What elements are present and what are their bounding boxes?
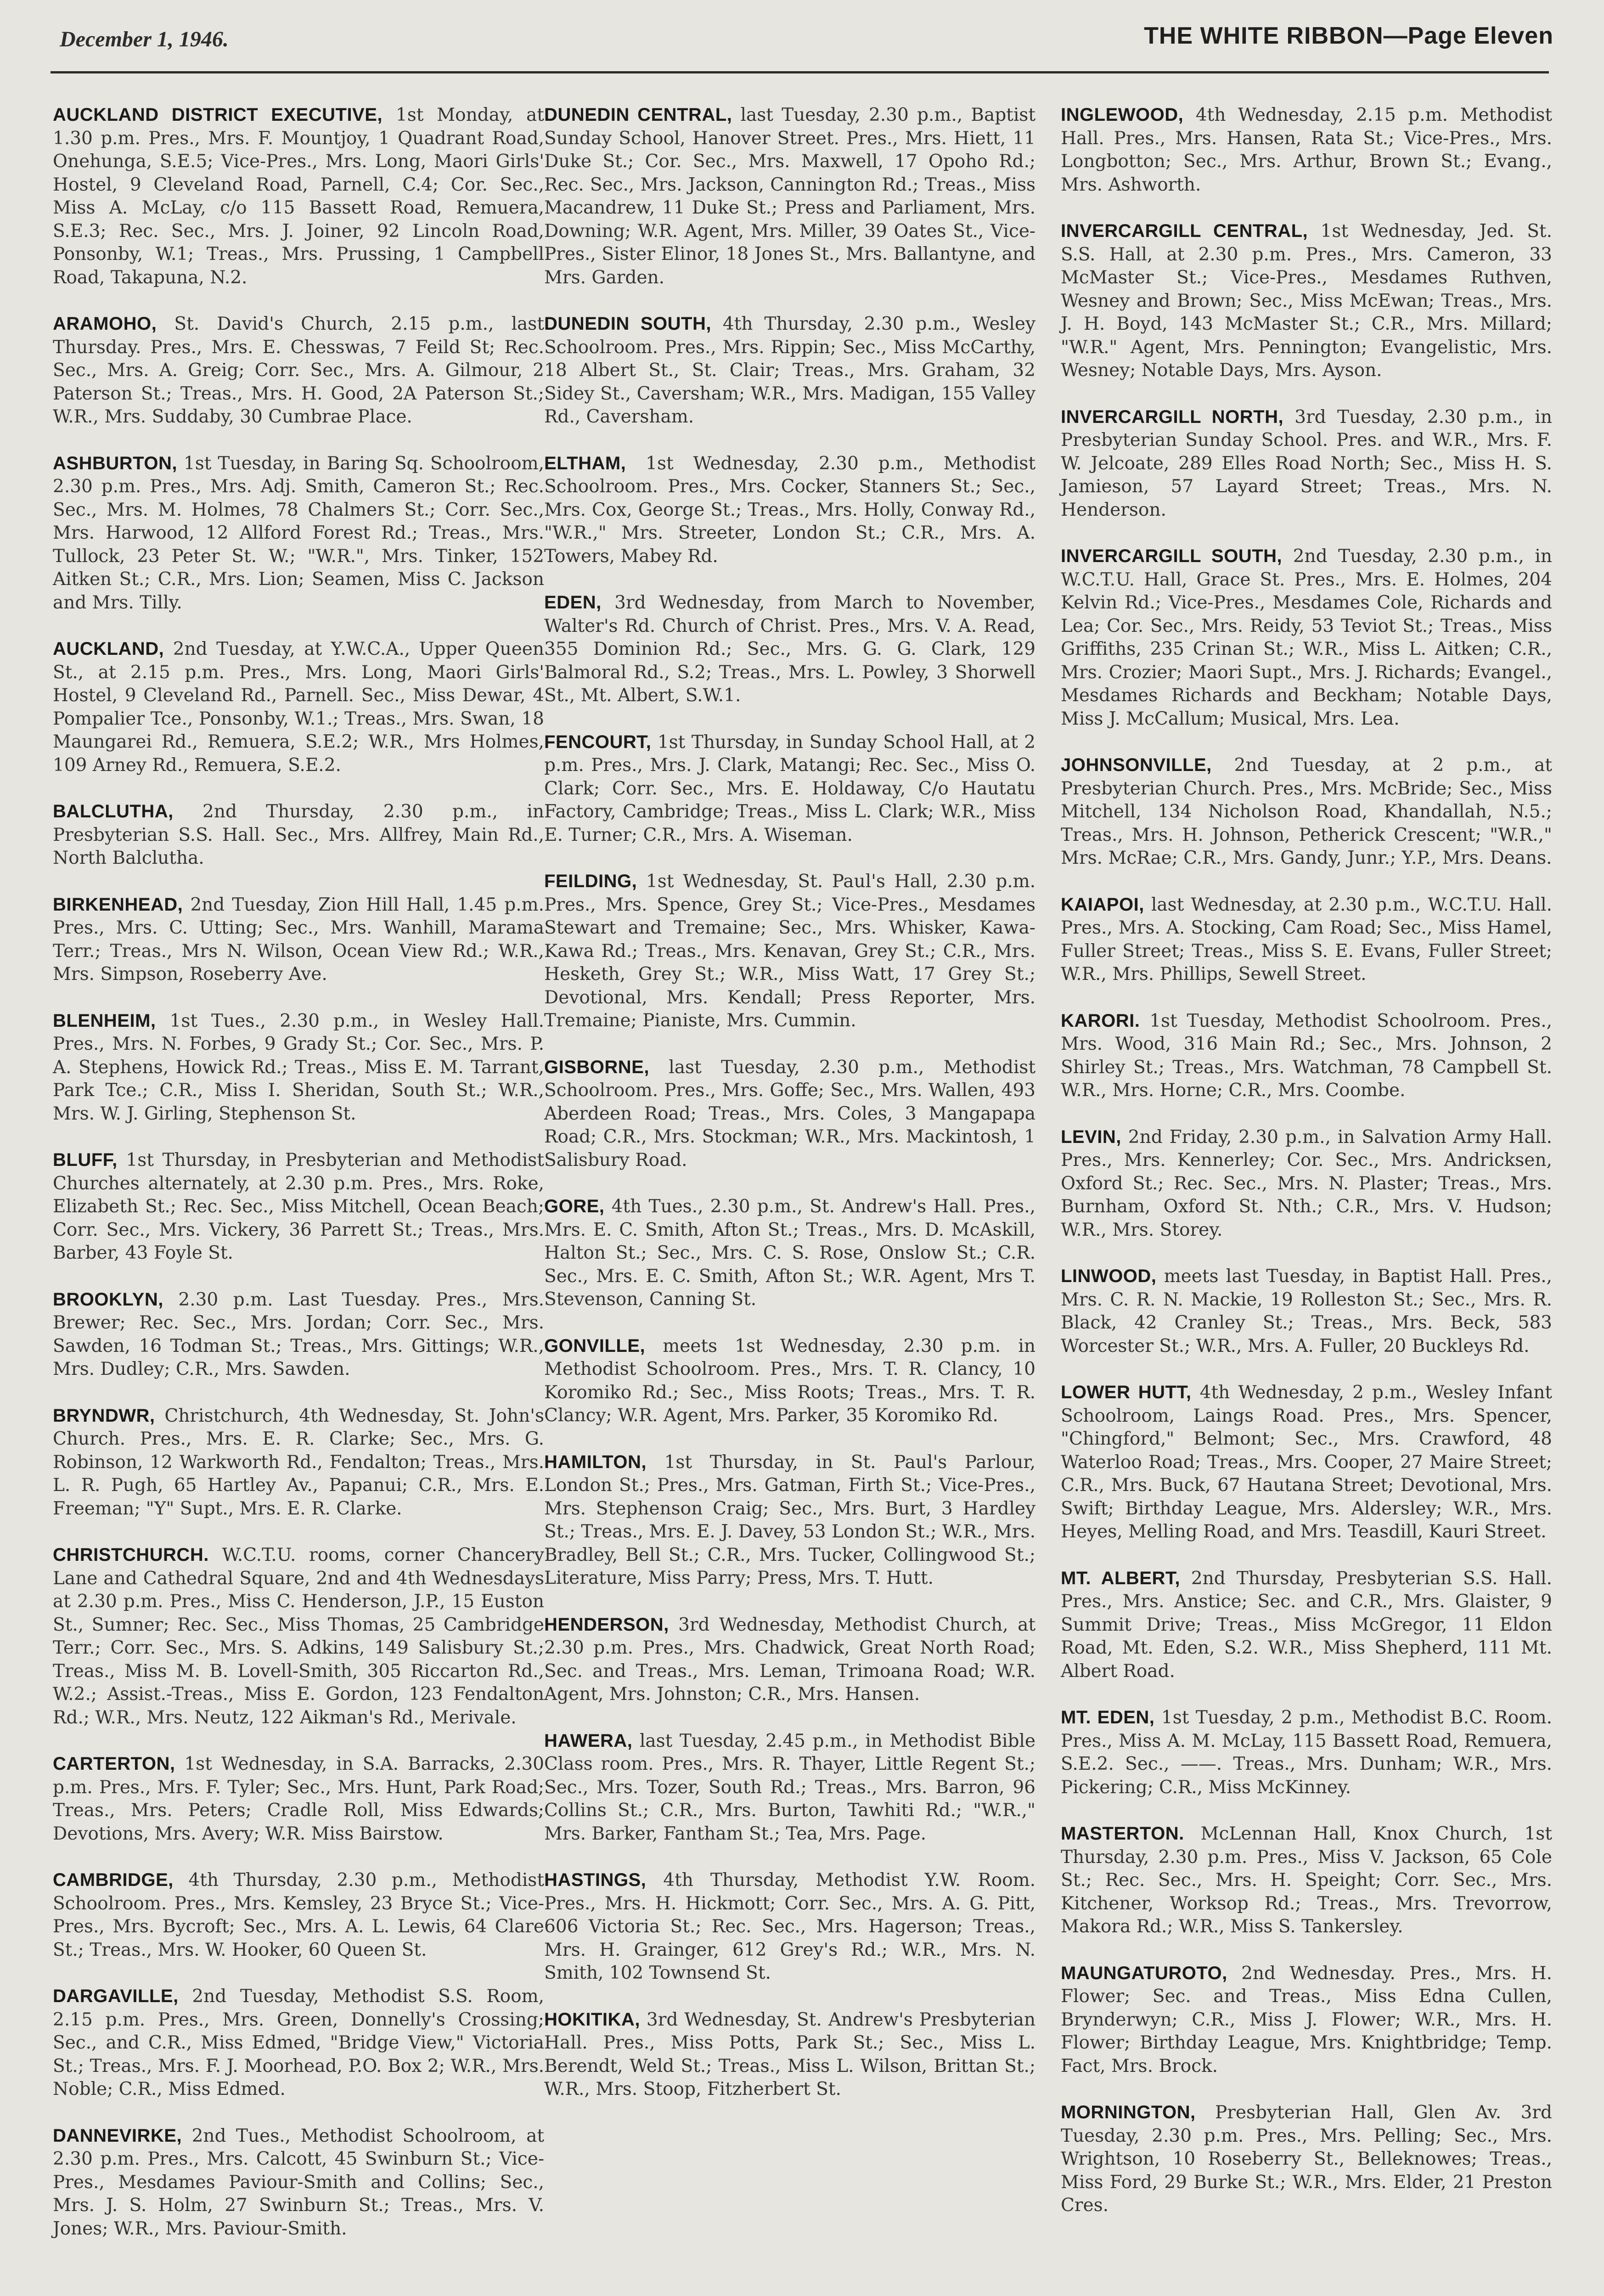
branch-entry: [53, 2124, 544, 2241]
branch-entry: [53, 893, 544, 986]
branch-details: 2nd Friday, 2.30 p.m., in Salvation Army Hall. Pres., Mrs. Kennerley; Cor. Sec., Mrs. Andricksen, Oxford St.; Rec. Sec., Mrs. N. Plaster; Treas., Mrs. Burnham, Oxford St. Nth.; C.R., Mrs. V. Hudson; W.R., Mrs. Storey.: [1061, 1126, 1552, 1240]
branch-entry: [53, 1148, 544, 1265]
branch-entry: [544, 1451, 1036, 1590]
branch-details: 4th Thursday, Methodist Y.W. Room. Pres., Mrs. H. Hickmott; Corr. Sec., Mrs. A. G. Pitt, 606 Victoria St.; Rec. Sec., Mrs. Hagerson; Treas., Mrs. H. Grainger, 612 Grey's Rd.; W.R., Mrs. N. Smith, 102 Townsend St.: [544, 1870, 1036, 1983]
branch-name: HASTINGS,: [544, 1870, 647, 1890]
branch-entry: [544, 1334, 1036, 1428]
branch-entry: [544, 1056, 1036, 1172]
branch-name: INVERCARGILL SOUTH,: [1061, 546, 1283, 566]
branch-name: BALCLUTHA,: [53, 801, 174, 822]
branch-details: 3rd Tuesday, 2.30 p.m., in Presbyterian Sunday School. Pres. and W.R., Mrs. F. W. Jelcoate, 289 Elles Road North; Sec., Miss H. S. Jamieson, 57 Layard Street; Treas., Mrs. N. Henderson.: [1061, 406, 1552, 520]
branch-entry: [53, 637, 544, 777]
branch-details: 3rd Wednesday, from March to November, Walter's Rd. Church of Christ. Pres., Mrs. V. A. Read, 355 Dominion Rd.; Sec., Mrs. G. G. Clark, 129 Balmoral Rd., S.2; Treas., Mrs. L. Powley, 3 Shorwell St., Mt. Albert, S.W.1.: [544, 592, 1036, 706]
branch-name: GISBORNE,: [544, 1057, 649, 1077]
branch-details: 1st Thursday, in Presbyterian and Methodist Churches alternately, at 2.30 p.m. Pres., Mrs. Roke, Elizabeth St.; Rec. Sec., Miss Mitchell, Ocean Beach; Corr. Sec., Mrs. Vickery, 36 Parrett St.; Treas., Mrs. Barber, 43 Foyle St.: [53, 1150, 544, 1263]
branch-name: LEVIN,: [1061, 1126, 1121, 1147]
branch-details: 2nd Tuesday, at Y.W.C.A., Upper Queen St., at 2.15 p.m. Pres., Mrs. Long, Maori Girls' Hostel, 9 Cleveland Rd., Parnell. Sec., Miss Dewar, 4 Pompalier Tce., Ponsonby, W.1.; Treas., Mrs. Swan, 18 Maungarei Rd., Remuera, S.E.2; W.R., Mrs Holmes, 109 Arney Rd., Remuera, S.E.2.: [53, 639, 544, 776]
branch-details: 2.30 p.m. Last Tuesday. Pres., Mrs. Brewer; Rec. Sec., Mrs. Jordan; Corr. Sec., Mrs. Sawden, 16 Todman St.; Treas., Mrs. Gittings; W.R., Mrs. Dudley; C.R., Mrs. Sawden.: [53, 1289, 544, 1379]
branch-entry: [544, 452, 1036, 568]
branch-name: JOHNSONVILLE,: [1061, 755, 1212, 775]
branch-name: BIRKENHEAD,: [53, 894, 183, 915]
branch-entry: [1061, 545, 1552, 731]
branch-entry: [53, 452, 544, 615]
branch-entry: [544, 1729, 1036, 1846]
branch-entry: [53, 1543, 544, 1729]
branch-entry: [544, 870, 1036, 1033]
branch-details: 2nd Wednesday. Pres., Mrs. H. Flower; Sec. and Treas., Miss Edna Cullen, Brynderwyn; C.R., Miss J. Flower; W.R., Mrs. H. Flower; Birthday League, Mrs. Knightbridge; Temp. Fact, Mrs. Brock.: [1061, 1963, 1552, 2077]
branch-name: INVERCARGILL CENTRAL,: [1061, 221, 1308, 241]
branch-details: 3rd Wednesday, Methodist Church, at 2.30 p.m. Pres., Mrs. Chadwick, Great North Road; Sec. and Treas., Mrs. Leman, Trimoana Road; W.R. Agent, Mrs. Johnston; C.R., Mrs. Hansen.: [544, 1614, 1036, 1705]
branch-details: meets last Tuesday, in Baptist Hall. Pres., Mrs. C. R. N. Mackie, 19 Rolleston St.; Sec., Mrs. R. Black, 42 Cranley St.; Treas., Mrs. Beck, 583 Worcester St.; W.R., Mrs. A. Fuller, 20 Buckleys Rd.: [1061, 1266, 1552, 1356]
branch-details: St. David's Church, 2.15 p.m., last Thursday. Pres., Mrs. E. Chesswas, 7 Feild St; Rec. Sec., Mrs. A. Greig; Corr. Sec., Mrs. A. Gilmour, 2 Paterson St.; Treas., Mrs. H. Good, 2A Paterson St.; W.R., Mrs. Suddaby, 30 Cumbrae Place.: [53, 314, 544, 427]
branch-entry: [53, 1009, 544, 1126]
branch-entry: [1061, 1706, 1552, 1799]
page-title: THE WHITE RIBBON—Page Eleven: [1144, 23, 1553, 49]
branch-name: LINWOOD,: [1061, 1266, 1157, 1286]
branch-entry: [1061, 1962, 1552, 2078]
branch-details: Christchurch, 4th Wednesday, St. John's Church. Pres., Mrs. E. R. Clarke; Sec., Mrs. G. Robinson, 12 Warkworth Rd., Fendalton; Treas., Mrs. L. R. Pugh, 65 Hartley Av., Papanui; C.R., Mrs. E. Freeman; "Y" Supt., Mrs. E. R. Clarke.: [53, 1405, 544, 1519]
branch-name: LOWER HUTT,: [1061, 1382, 1192, 1402]
branch-name: INGLEWOOD,: [1061, 105, 1184, 125]
branch-details: last Tuesday, 2.45 p.m., in Methodist Bible Class room. Pres., Mrs. R. Thayer, Little Regent St.; Sec., Mrs. Tozer, South Rd.; Treas., Mrs. Barron, 96 Collins St.; C.R., Mrs. Burton, Tawhiti Rd.; "W.R.," Mrs. Barker, Fantham St.; Tea, Mrs. Page.: [544, 1730, 1036, 1844]
branch-name: BLENHEIM,: [53, 1010, 156, 1031]
branch-name: HENDERSON,: [544, 1614, 669, 1635]
branch-entry: [544, 1613, 1036, 1706]
branch-details: meets 1st Wednesday, 2.30 p.m. in Methodist Schoolroom. Pres., Mrs. T. R. Clancy, 10 Koromiko Rd.; Sec., Miss Roots; Treas., Mrs. T. R. Clancy; W.R. Agent, Mrs. Parker, 35 Koromiko Rd.: [544, 1335, 1036, 1426]
branch-details: 1st Wednesday, Jed. St. S.S. Hall, at 2.30 p.m. Pres., Mrs. Cameron, 33 McMaster St.; Vice-Pres., Mesdames Ruthven, Wesney and Brown; Sec., Miss McEwan; Treas., Mrs. J. H. Boyd, 143 McMaster St.; C.R., Mrs. Millard; "W.R." Agent, Mrs. Pennington; Evangelistic, Mrs. Wesney; Notable Days, Mrs. Ayson.: [1061, 221, 1552, 381]
branch-details: 1st Wednesday, in S.A. Barracks, 2.30 p.m. Pres., Mrs. F. Tyler; Sec., Mrs. Hunt, Park Road; Treas., Mrs. Peters; Cradle Roll, Miss Edwards; Devotions, Mrs. Avery; W.R. Miss Bairstow.: [53, 1754, 544, 1844]
branch-details: 2nd Tuesday, Methodist S.S. Room, 2.15 p.m. Pres., Mrs. Green, Donnelly's Crossing; Sec., and C.R., Miss Edmed, "Bridge View," Victoria St.; Treas., Mrs. F. J. Moorhead, P.O. Box 2; W.R., Mrs. Noble; C.R., Miss Edmed.: [53, 1986, 544, 2099]
branch-name: CHRISTCHURCH.: [53, 1545, 209, 1565]
branch-entry: [1061, 1567, 1552, 1683]
branch-entry: [1061, 103, 1552, 197]
branch-name: MT. ALBERT,: [1061, 1568, 1180, 1588]
branch-details: McLennan Hall, Knox Church, 1st Thursday, 2.30 p.m. Pres., Miss V. Jackson, 65 Cole St.; Rec. Sec., Mrs. H. Speight; Corr. Sec., Mrs. Kitchener, Worksop Rd.; Treas., Mrs. Trevorrow, Makora Rd.; W.R., Miss S. Tankersley.: [1061, 1823, 1552, 1937]
branch-details: 2nd Tuesday, at 2 p.m., at Presbyterian Church. Pres., Mrs. McBride; Sec., Miss Mitchell, 134 Nicholson Road, Khandallah, N.5.; Treas., Mrs. H. Johnson, Petherick Crescent; "W.R.," Mrs. McRae; C.R., Mrs. Gandy, Junr.; Y.P., Mrs. Deans.: [1061, 755, 1552, 868]
branch-details: 1st Thursday, in Sunday School Hall, at 2 p.m. Pres., Mrs. J. Clark, Matangi; Rec. Sec., Miss O. Clark; Corr. Sec., Mrs. E. Holdaway, C/o Hautatu Factory, Cambridge; Treas., Miss L. Clark; W.R., Miss E. Turner; C.R., Mrs. A. Wiseman.: [544, 732, 1036, 845]
branch-entry: [544, 731, 1036, 847]
branch-details: 2nd Tuesday, Zion Hill Hall, 1.45 p.m. Pres., Mrs. C. Utting; Sec., Mrs. Wanhill, Marama Terr.; Treas., Mrs N. Wilson, Ocean View Rd.; W.R., Mrs. Simpson, Roseberry Ave.: [53, 894, 544, 985]
column-1: [53, 103, 544, 2263]
branch-entry: [1061, 893, 1552, 986]
branch-entry: [53, 312, 544, 429]
branch-entry: [53, 1288, 544, 1381]
column-2: [544, 103, 1036, 2124]
branch-name: EDEN,: [544, 592, 602, 613]
branch-details: W.C.T.U. rooms, corner Chancery Lane and Cathedral Square, 2nd and 4th Wednesdays at 2.30 p.m. Pres., Miss C. Henderson, J.P., 15 Euston St., Sumner; Rec. Sec., Miss Thomas, 25 Cambridge Terr.; Corr. Sec., Mrs. S. Adkins, 149 Salisbury St.; Treas., Miss M. B. Lovell-Smith, 305 Riccarton Rd., W.2.; Assist.-Treas., Miss E. Gordon, 123 Fendalton Rd.; W.R., Mrs. Neutz, 122 Aikman's Rd., Merivale.: [53, 1545, 544, 1728]
branch-name: MORNINGTON,: [1061, 2102, 1196, 2122]
branch-name: DUNEDIN CENTRAL,: [544, 105, 732, 125]
branch-details: Presbyterian Hall, Glen Av. 3rd Tuesday, 2.30 p.m. Pres., Mrs. Pelling; Sec., Mrs. Wrightson, 10 Roseberry St., Belleknowes; Treas., Miss Ford, 29 Burke St.; W.R., Mrs. Elder, 21 Preston Cres.: [1061, 2102, 1552, 2216]
column-3: [1061, 103, 1552, 2240]
branch-entry: [1061, 1009, 1552, 1103]
branch-details: last Wednesday, at 2.30 p.m., W.C.T.U. Hall. Pres., Mrs. A. Stocking, Cam Road; Sec., Miss Hamel, Fuller Street; Treas., Miss S. E. Evans, Fuller Street; W.R., Mrs. Phillips, Sewell Street.: [1061, 894, 1552, 985]
branch-entry: [1061, 405, 1552, 522]
branch-entry: [544, 1195, 1036, 1311]
branch-name: INVERCARGILL NORTH,: [1061, 406, 1284, 427]
branch-name: FEILDING,: [544, 871, 637, 891]
branch-details: 1st Tuesday, 2 p.m., Methodist B.C. Room. Pres., Miss A. M. McLay, 115 Bassett Road, Remuera, S.E.2. Sec., ——. Treas., Mrs. Dunham; W.R., Mrs. Pickering; C.R., Miss McKinney.: [1061, 1707, 1552, 1798]
branch-name: BLUFF,: [53, 1150, 118, 1170]
branch-details: last Tuesday, 2.30 p.m., Baptist Sunday School, Hanover Street. Pres., Mrs. Hiett, 11 Duke St.; Cor. Sec., Mrs. Maxwell, 17 Opoho Rd.; Rec. Sec., Mrs. Jackson, Cannington Rd.; Treas., Miss Macandrew, 11 Duke St.; Press and Parliament, Mrs. Downing; W.R. Agent, Mrs. Miller, 39 Oates St., Vice-Pres., Sister Elinor, 18 Jones St., Mrs. Ballantyne, and Mrs. Garden.: [544, 105, 1036, 288]
branch-name: AUCKLAND,: [53, 639, 164, 659]
branch-name: HAMILTON,: [544, 1452, 647, 1472]
branch-entry: [1061, 1125, 1552, 1242]
branch-name: HAWERA,: [544, 1730, 633, 1751]
branch-entry: [1061, 2101, 1552, 2217]
branch-details: 4th Thursday, 2.30 p.m., Wesley Schoolroom. Pres., Mrs. Rippin; Sec., Miss McCarthy, 18 Albert St., St. Clair; Treas., Mrs. Graham, 32 Sidey St., Caversham; W.R., Mrs. Madigan, 155 Valley Rd., Caversham.: [544, 314, 1036, 427]
branch-name: ELTHAM,: [544, 453, 626, 473]
branch-entry: [53, 1985, 544, 2101]
branch-name: DARGAVILLE,: [53, 1986, 179, 2006]
branch-name: CAMBRIDGE,: [53, 1870, 174, 1890]
branch-name: HOKITIKA,: [544, 2009, 640, 2030]
branch-entry: [53, 1752, 544, 1846]
branch-details: 1st Wednesday, 2.30 p.m., Methodist Schoolroom. Pres., Mrs. Cocker, Stanners St.; Sec., Mrs. Cox, George St.; Treas., Mrs. Holly, Conway Rd., "W.R.," Mrs. Streeter, London St.; C.R., Mrs. A. Towers, Mabey Rd.: [544, 453, 1036, 567]
branch-entry: [544, 103, 1036, 289]
branch-entry: [1061, 1381, 1552, 1544]
header-rule: [51, 71, 1549, 73]
branch-details: 1st Tues., 2.30 p.m., in Wesley Hall. Pres., Mrs. N. Forbes, 9 Grady St.; Cor. Sec., Mrs. P. A. Stephens, Howick Rd.; Treas., Miss E. M. Tarrant, Park Tce.; C.R., Miss I. Sheridan, South St.; W.R., Mrs. W. J. Girling, Stephenson St.: [53, 1010, 544, 1124]
branch-details: 4th Wednesday, 2.15 p.m. Methodist Hall. Pres., Mrs. Hansen, Rata St.; Vice-Pres., Mrs. Longbotton; Sec., Mrs. Arthur, Brown St.; Evang., Mrs. Ashworth.: [1061, 105, 1552, 195]
branch-name: MAUNGATUROTO,: [1061, 1963, 1227, 1983]
branch-name: BRYNDWR,: [53, 1405, 155, 1426]
branch-name: ASHBURTON,: [53, 453, 177, 473]
branch-details: last Tuesday, 2.30 p.m., Methodist Schoolroom. Pres., Mrs. Goffe; Sec., Mrs. Wallen, 493 Aberdeen Road; Treas., Mrs. Coles, 3 Mangapapa Road; C.R., Mrs. Stockman; W.R., Mrs. Mackintosh, 1 Salisbury Road.: [544, 1057, 1036, 1171]
branch-name: MASTERTON.: [1061, 1823, 1184, 1844]
branch-details: 2nd Thursday, 2.30 p.m., in Presbyterian S.S. Hall. Sec., Mrs. Allfrey, Main Rd., North Balclutha.: [53, 801, 544, 868]
branch-name: GONVILLE,: [544, 1335, 646, 1356]
branch-details: 2nd Thursday, Presbyterian S.S. Hall. Pres., Mrs. Anstice; Sec. and C.R., Mrs. Glaister, 9 Summit Drive; Treas., Miss McGregor, 11 Eldon Road, Mt. Eden, S.2. W.R., Miss Shepherd, 111 Mt. Albert Road.: [1061, 1568, 1552, 1682]
branch-details: 1st Tuesday, in Baring Sq. Schoolroom, 2.30 p.m. Pres., Mrs. Adj. Smith, Cameron St.; Rec. Sec., Mrs. M. Holmes, 78 Chalmers St.; Corr. Sec., Mrs. Harwood, 12 Allford Forest Rd.; Treas., Mrs. Tullock, 23 Peter St. W.; "W.R.", Mrs. Tinker, 152 Aitken St.; C.R., Mrs. Lion; Seamen, Miss C. Jackson and Mrs. Tilly.: [53, 453, 544, 613]
branch-name: CARTERTON,: [53, 1754, 175, 1774]
branch-details: 4th Tues., 2.30 p.m., St. Andrew's Hall. Pres., Mrs. E. C. Smith, Afton St.; Treas., Mrs. D. McAskill, Halton St.; Sec., Mrs. C. S. Rose, Onslow St.; C.R. Sec., Mrs. E. C. Smith, Afton St.; W.R. Agent, Mrs T. Stevenson, Canning St.: [544, 1196, 1036, 1310]
branch-name: KARORI.: [1061, 1010, 1140, 1031]
branch-entry: [544, 591, 1036, 708]
branch-details: 1st Tuesday, Methodist Schoolroom. Pres., Mrs. Wood, 316 Main Rd.; Sec., Mrs. Johnson, 2 Shirley St.; Treas., Mrs. Watchman, 78 Campbell St. W.R., Mrs. Horne; C.R., Mrs. Coombe.: [1061, 1010, 1552, 1101]
branch-entry: [53, 103, 544, 289]
branch-details: 3rd Wednesday, St. Andrew's Presbyterian Hall. Pres., Miss Potts, Park St.; Sec., Miss L. Berendt, Weld St.; Treas., Miss L. Wilson, Brittan St.; W.R., Mrs. Stoop, Fitzherbert St.: [544, 2009, 1036, 2099]
branch-entry: [1061, 1265, 1552, 1358]
issue-date: December 1, 1946.: [60, 27, 229, 51]
branch-details: 4th Wednesday, 2 p.m., Wesley Infant Schoolroom, Laings Road. Pres., Mrs. Spencer, "Chingford," Belmont; Sec., Mrs. Crawford, 48 Waterloo Road; Treas., Mrs. Cooper, 27 Maire Street; C.R., Mrs. Buck, 67 Hautana Street; Devotional, Mrs. Swift; Birthday League, Mrs. Aldersley; W.R., Mrs. Heyes, Melling Road, and Mrs. Teasdill, Kauri Street.: [1061, 1382, 1552, 1542]
branch-entry: [1061, 1822, 1552, 1939]
branch-name: DUNEDIN SOUTH,: [544, 314, 711, 334]
branch-entry: [53, 800, 544, 870]
branch-details: 1st Monday, at 1.30 p.m. Pres., Mrs. F. Mountjoy, 1 Quadrant Road, Onehunga, S.E.5; Vice-Pres., Mrs. Long, Maori Girls' Hostel, 9 Cleveland Road, Parnell, C.4; Cor. Sec., Miss A. McLay, c/o 115 Bassett Road, Remuera, S.E.3; Rec. Sec., Mrs. J. Joiner, 92 Lincoln Road, Ponsonby, W.1; Treas., Mrs. Prussing, 1 Campbell Road, Takapuna, N.2.: [53, 105, 544, 288]
branch-entry: [53, 1404, 544, 1521]
branch-name: GORE,: [544, 1196, 605, 1216]
branch-details: 2nd Tues., Methodist Schoolroom, at 2.30 p.m. Pres., Mrs. Calcott, 45 Swinburn St.; Vice-Pres., Mesdames Paviour-Smith and Collins; Sec., Mrs. J. S. Holm, 27 Swinburn St.; Treas., Mrs. V. Jones; W.R., Mrs. Paviour-Smith.: [53, 2125, 544, 2239]
branch-details: 4th Thursday, 2.30 p.m., Methodist Schoolroom. Pres., Mrs. Kemsley, 23 Bryce St.; Vice-Pres., Mrs. Bycroft; Sec., Mrs. A. L. Lewis, 64 Clare St.; Treas., Mrs. W. Hooker, 60 Queen St.: [53, 1870, 544, 1960]
branch-entry: [544, 2008, 1036, 2101]
branch-name: MT. EDEN,: [1061, 1707, 1155, 1728]
branch-entry: [544, 1868, 1036, 1985]
branch-entry: [53, 1868, 544, 1962]
branch-name: FENCOURT,: [544, 732, 652, 752]
branch-name: KAIAPOI,: [1061, 894, 1144, 915]
branch-details: 1st Thursday, in St. Paul's Parlour, London St.; Pres., Mrs. Gatman, Firth St.; Vice-Pres., Mrs. Stephenson Craig; Sec., Mrs. Burt, 3 Hardley St.; Treas., Mrs. E. J. Davey, 53 London St.; W.R., Mrs. Bradley, Bell St.; C.R., Mrs. Tucker, Collingwood St.; Literature, Miss Parry; Press, Mrs. T. Hutt.: [544, 1452, 1036, 1588]
branch-name: AUCKLAND DISTRICT EXECUTIVE,: [53, 105, 383, 125]
branch-details: 2nd Tuesday, 2.30 p.m., in W.C.T.U. Hall, Grace St. Pres., Mrs. E. Holmes, 204 Kelvin Rd.; Vice-Pres., Mesdames Cole, Richards and Lea; Cor. Sec., Mrs. Reidy, 53 Teviot St.; Treas., Miss Griffiths, 235 Crinan St.; W.R., Miss L. Aitken; C.R., Mrs. Crozier; Maori Supt., Mrs. J. Richards; Evangel., Mesdames Richards and Beckham; Notable Days, Miss J. McCallum; Musical, Mrs. Lea.: [1061, 546, 1552, 729]
branch-name: BROOKLYN,: [53, 1289, 163, 1310]
branch-name: ARAMOHO,: [53, 314, 157, 334]
branch-entry: [544, 312, 1036, 429]
branch-details: 1st Wednesday, St. Paul's Hall, 2.30 p.m. Pres., Mrs. Spence, Grey St.; Vice-Pres., Mesdames Stewart and Tremaine; Sec., Mrs. Whisker, Kawa-Kawa Rd.; Treas., Mrs. Kenavan, Grey St.; C.R., Mrs. Hesketh, Grey St.; W.R., Miss Watt, 17 Grey St.; Devotional, Mrs. Kendall; Press Reporter, Mrs. Tremaine; Pianiste, Mrs. Cummin.: [544, 871, 1036, 1031]
branch-entry: [1061, 754, 1552, 870]
branch-name: DANNEVIRKE,: [53, 2125, 182, 2146]
branch-entry: [1061, 219, 1552, 383]
